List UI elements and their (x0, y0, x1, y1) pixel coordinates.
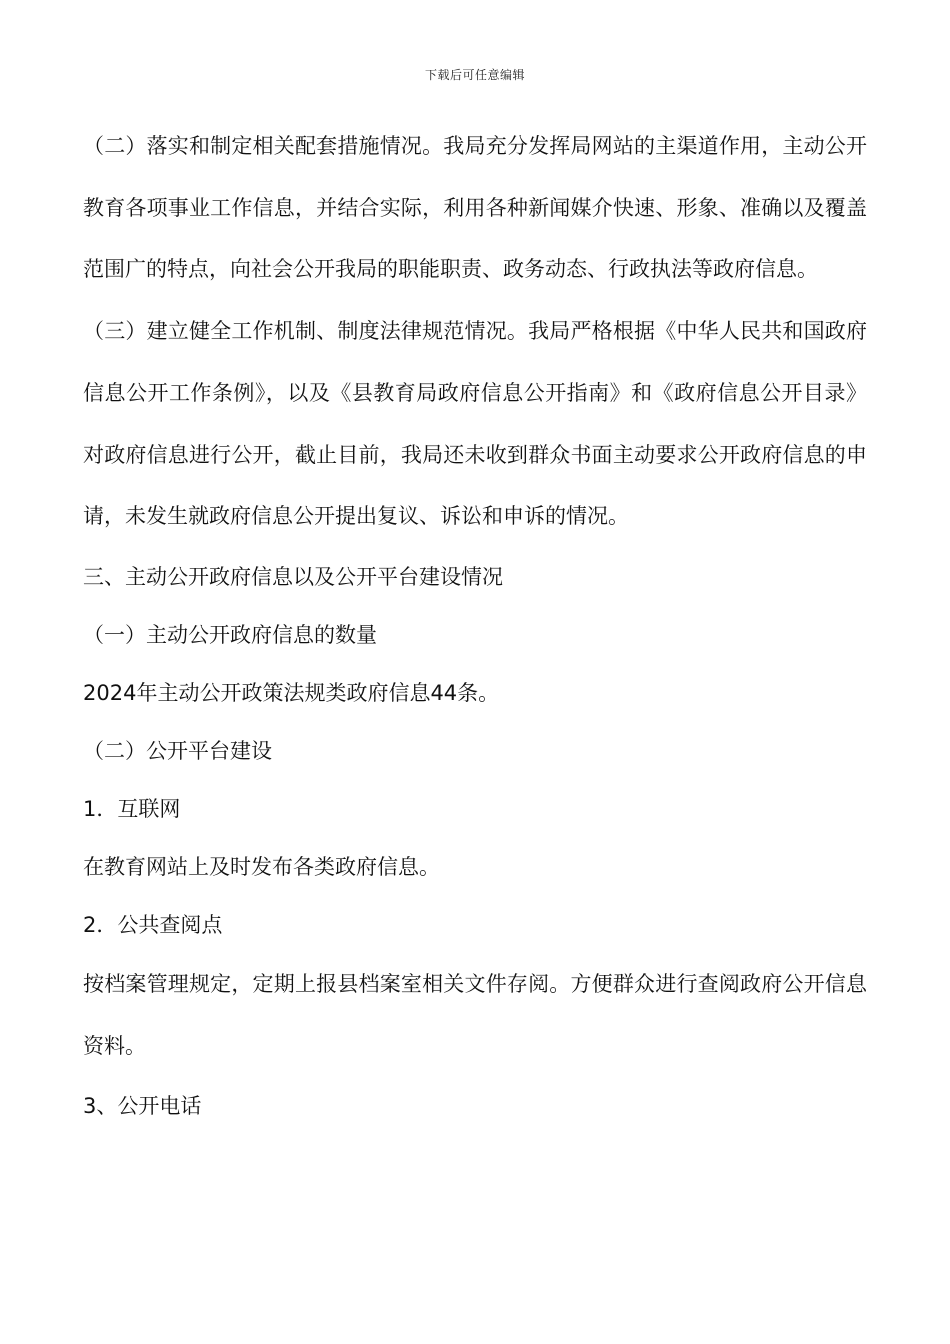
item-reading-text: 按档案管理规定，定期上报县档案室相关文件存阅。方便群众进行查阅政府公开信息资料。 (83, 971, 867, 1058)
paragraph-measures: （二）落实和制定相关配套措施情况。我局充分发挥局网站的主渠道作用，主动公开教育各项事业工作信息，并结合实际，利用各种新闻媒介快速、形象、准确以及覆盖范围广的特点，向社会公开我局的职能职责、政务动态、行政执法等政府信息。 (83, 134, 867, 282)
item-phone-title: 3、公开电话 (83, 1094, 202, 1119)
item-reading-title: 2．公共查阅点 (83, 912, 223, 937)
section-heading: 三、主动公开政府信息以及公开平台建设情况 (83, 564, 503, 589)
paragraph-quantity: 2024年主动公开政策法规类政府信息44条。 (83, 680, 500, 705)
page-header: 下载后可任意编辑 (424, 68, 525, 82)
subheading-quantity: （一）主动公开政府信息的数量 (83, 622, 377, 647)
subheading-platform: （二）公开平台建设 (83, 738, 272, 763)
document-body (83, 116, 867, 1135)
paragraph-mechanism: （三）建立健全工作机制、制度法律规范情况。我局严格根据《中华人民共和国政府信息公开工作条例》，以及《县教育局政府信息公开指南》和《政府信息公开目录》对政府信息进行公开，截止目前，我局还未收到群众书面主动要求公开政府信息的申请，未发生就政府信息公开提出复议、诉讼和申诉的情况。 (83, 319, 867, 529)
item-internet-text: 在教育网站上及时发布各类政府信息。 (83, 854, 440, 879)
item-internet-title: 1．互联网 (83, 796, 181, 821)
